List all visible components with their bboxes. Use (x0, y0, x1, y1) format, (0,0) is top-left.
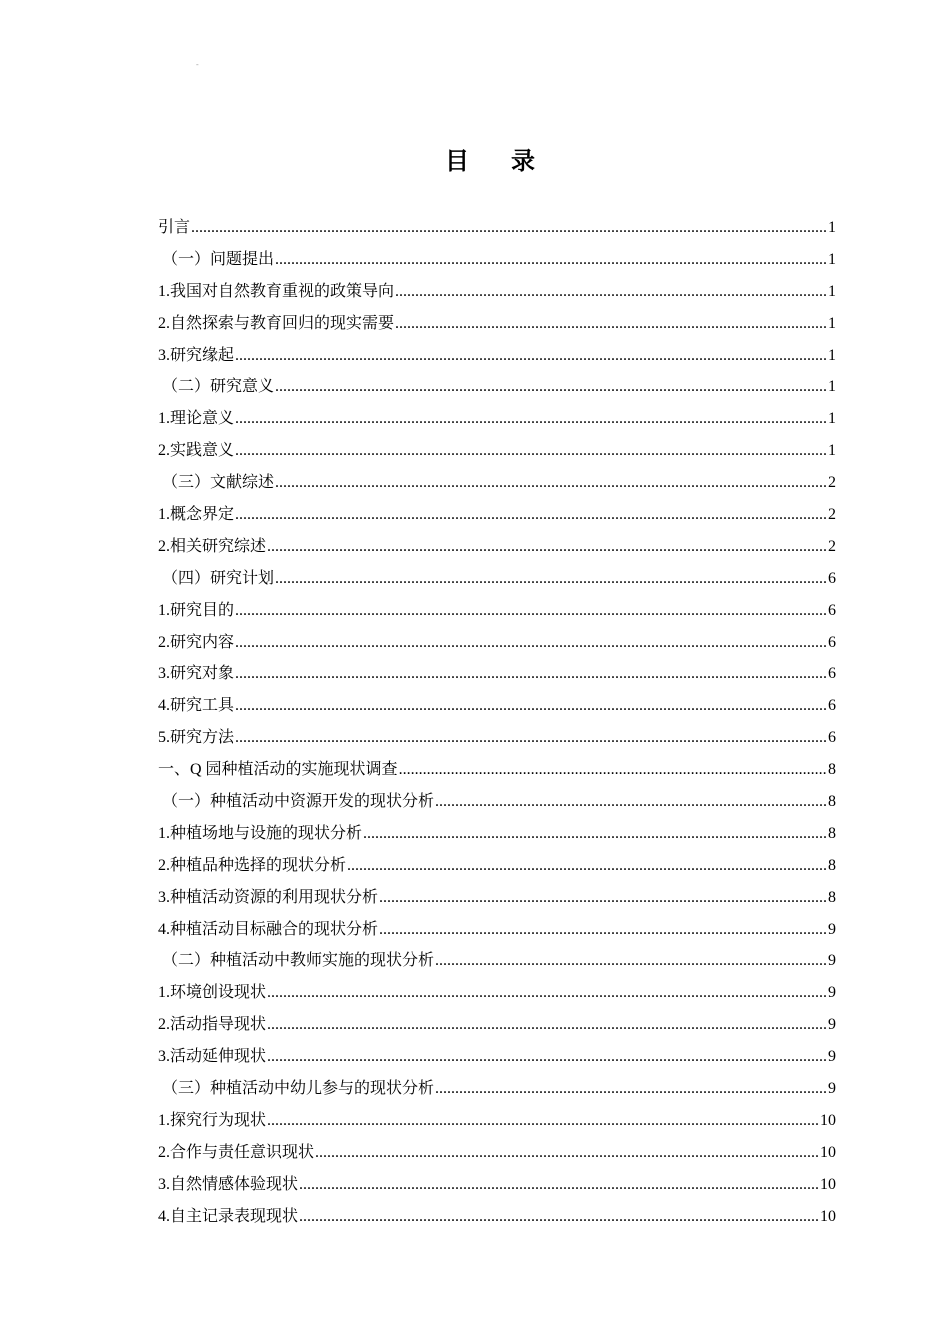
toc-entry[interactable] (158, 212, 836, 244)
toc-entry[interactable] (158, 850, 836, 882)
toc-entry[interactable] (158, 786, 836, 818)
toc-entry[interactable] (158, 467, 836, 499)
toc-entry-text: 4.自主记录表现现状 (158, 1207, 299, 1225)
toc-dot-leader (363, 818, 827, 850)
toc-dot-leader (315, 1137, 819, 1169)
toc-entry-page: 1 (828, 250, 836, 268)
toc-entry-page: 9 (828, 1080, 836, 1098)
toc-entry-page: 1 (828, 378, 836, 396)
toc-dot-leader (275, 371, 827, 403)
toc-entry-page: 1 (828, 410, 836, 428)
toc-dot-leader (299, 1169, 819, 1201)
toc-dot-leader (299, 1201, 819, 1233)
toc-entry[interactable] (158, 1041, 836, 1073)
toc-entry-page: 6 (828, 601, 836, 619)
toc-entry[interactable] (158, 1073, 836, 1105)
toc-entry-page: 9 (828, 1048, 836, 1066)
toc-entry[interactable] (158, 499, 836, 531)
toc-entry-page: 1 (828, 442, 836, 460)
toc-entry[interactable] (158, 1169, 836, 1201)
toc-dot-leader (395, 308, 827, 340)
toc-entry[interactable] (158, 818, 836, 850)
toc-entry-text: 1.概念界定 (158, 506, 235, 524)
toc-dot-leader (235, 499, 827, 531)
toc-entry-text: 4.研究工具 (158, 697, 235, 715)
toc-entry-page: 9 (828, 952, 836, 970)
toc-entry-page: 6 (828, 569, 836, 587)
toc-dot-leader (435, 945, 827, 977)
toc-entry-page: 2 (828, 537, 836, 555)
toc-entry[interactable] (158, 1009, 836, 1041)
toc-list (158, 212, 836, 1233)
toc-dot-leader (235, 595, 827, 627)
toc-dot-leader (379, 882, 827, 914)
toc-entry-page: 9 (828, 984, 836, 1002)
toc-entry-page: 10 (820, 1111, 836, 1129)
toc-entry[interactable] (158, 563, 836, 595)
toc-entry[interactable] (158, 595, 836, 627)
toc-entry[interactable] (158, 945, 836, 977)
toc-entry[interactable] (158, 690, 836, 722)
toc-entry-page: 1 (828, 346, 836, 364)
toc-entry[interactable] (158, 658, 836, 690)
toc-entry-text: （四）研究计划 (162, 569, 275, 587)
toc-entry-page: 10 (820, 1207, 836, 1225)
toc-entry-page: 10 (820, 1175, 836, 1193)
toc-entry-text: 3.活动延伸现状 (158, 1048, 267, 1066)
toc-entry-text: （一）问题提出 (162, 250, 275, 268)
toc-entry-text: 2.合作与责任意识现状 (158, 1143, 315, 1161)
toc-entry-text: 5.研究方法 (158, 729, 235, 747)
toc-entry-page: 8 (828, 793, 836, 811)
toc-entry[interactable] (158, 1105, 836, 1137)
toc-entry-text: 1.环境创设现状 (158, 984, 267, 1002)
toc-entry[interactable] (158, 1201, 836, 1233)
toc-dot-leader (379, 914, 827, 946)
toc-entry-text: 2.实践意义 (158, 442, 235, 460)
toc-entry[interactable] (158, 914, 836, 946)
toc-entry-page: 2 (828, 506, 836, 524)
toc-entry[interactable] (158, 435, 836, 467)
toc-entry[interactable] (158, 882, 836, 914)
toc-entry[interactable] (158, 754, 836, 786)
toc-entry-text: 引言 (158, 219, 191, 236)
toc-dot-leader (267, 1105, 819, 1137)
toc-dot-leader (235, 722, 827, 754)
toc-entry-page: 1 (828, 314, 836, 332)
toc-entry-text: 2.自然探索与教育回归的现实需要 (158, 314, 395, 332)
toc-dot-leader (235, 658, 827, 690)
toc-dot-leader (275, 467, 827, 499)
toc-title: 目 录 (445, 149, 553, 175)
toc-entry-text: 3.研究缘起 (158, 346, 235, 364)
toc-entry-page: 9 (828, 920, 836, 938)
toc-dot-leader (267, 1041, 827, 1073)
toc-entry-text: （三）文献综述 (162, 474, 275, 492)
toc-entry-page: 6 (828, 665, 836, 683)
toc-dot-leader (235, 435, 827, 467)
toc-entry[interactable] (158, 722, 836, 754)
toc-dot-leader (267, 531, 827, 563)
toc-dot-leader (399, 754, 827, 786)
toc-entry-page: 1 (828, 219, 836, 236)
toc-entry-text: （二）种植活动中教师实施的现状分析 (162, 952, 435, 970)
toc-entry-page: 2 (828, 474, 836, 492)
toc-entry-page: 6 (828, 729, 836, 747)
toc-entry-text: 3.种植活动资源的利用现状分析 (158, 888, 379, 906)
toc-entry-page: 6 (828, 633, 836, 651)
toc-entry[interactable] (158, 531, 836, 563)
toc-entry-text: 1.种植场地与设施的现状分析 (158, 824, 363, 842)
toc-dot-leader (235, 340, 827, 372)
toc-entry-text: （三）种植活动中幼儿参与的现状分析 (162, 1080, 435, 1098)
toc-dot-leader (275, 563, 827, 595)
toc-entry-text: 1.理论意义 (158, 410, 235, 428)
toc-entry[interactable] (158, 308, 836, 340)
toc-entry-page: 1 (828, 282, 836, 300)
toc-entry-page: 9 (828, 1016, 836, 1034)
toc-entry-page: 6 (828, 697, 836, 715)
toc-dot-leader (435, 1073, 827, 1105)
toc-entry[interactable] (158, 371, 836, 403)
toc-entry-text: （二）研究意义 (162, 378, 275, 396)
toc-entry[interactable] (158, 244, 836, 276)
toc-entry-page: 8 (828, 888, 836, 906)
toc-entry[interactable] (158, 340, 836, 372)
header-mark: - (196, 60, 199, 69)
toc-dot-leader (275, 244, 827, 276)
toc-entry-text: 2.研究内容 (158, 633, 235, 651)
toc-dot-leader (267, 1009, 827, 1041)
toc-dot-leader (235, 627, 827, 659)
toc-entry-text: 2.活动指导现状 (158, 1016, 267, 1034)
toc-entry[interactable] (158, 276, 836, 308)
toc-dot-leader (235, 690, 827, 722)
toc-entry[interactable] (158, 977, 836, 1009)
toc-entry-text: 1.探究行为现状 (158, 1111, 267, 1129)
toc-entry-text: 3.研究对象 (158, 665, 235, 683)
toc-entry-text: 4.种植活动目标融合的现状分析 (158, 920, 379, 938)
toc-entry-page: 10 (820, 1143, 836, 1161)
toc-dot-leader (435, 786, 827, 818)
toc-entry-page: 8 (828, 761, 836, 779)
toc-entry[interactable] (158, 1137, 836, 1169)
toc-entry[interactable] (158, 403, 836, 435)
toc-entry-text: （一）种植活动中资源开发的现状分析 (162, 793, 435, 811)
toc-entry-text: 一、Q 园种植活动的实施现状调查 (158, 761, 398, 779)
toc-entry-page: 8 (828, 856, 836, 874)
toc-dot-leader (395, 276, 827, 308)
toc-entry-page: 8 (828, 824, 836, 842)
toc-entry-text: 1.我国对自然教育重视的政策导向 (158, 282, 395, 300)
toc-entry-text: 1.研究目的 (158, 601, 235, 619)
toc-dot-leader (235, 403, 827, 435)
toc-entry[interactable] (158, 627, 836, 659)
toc-entry-text: 2.相关研究综述 (158, 537, 267, 555)
toc-entry-text: 2.种植品种选择的现状分析 (158, 856, 347, 874)
toc-entry-text: 3.自然情感体验现状 (158, 1175, 299, 1193)
toc-dot-leader (347, 850, 827, 882)
toc-dot-leader (267, 977, 827, 1009)
toc-dot-leader (191, 212, 827, 244)
